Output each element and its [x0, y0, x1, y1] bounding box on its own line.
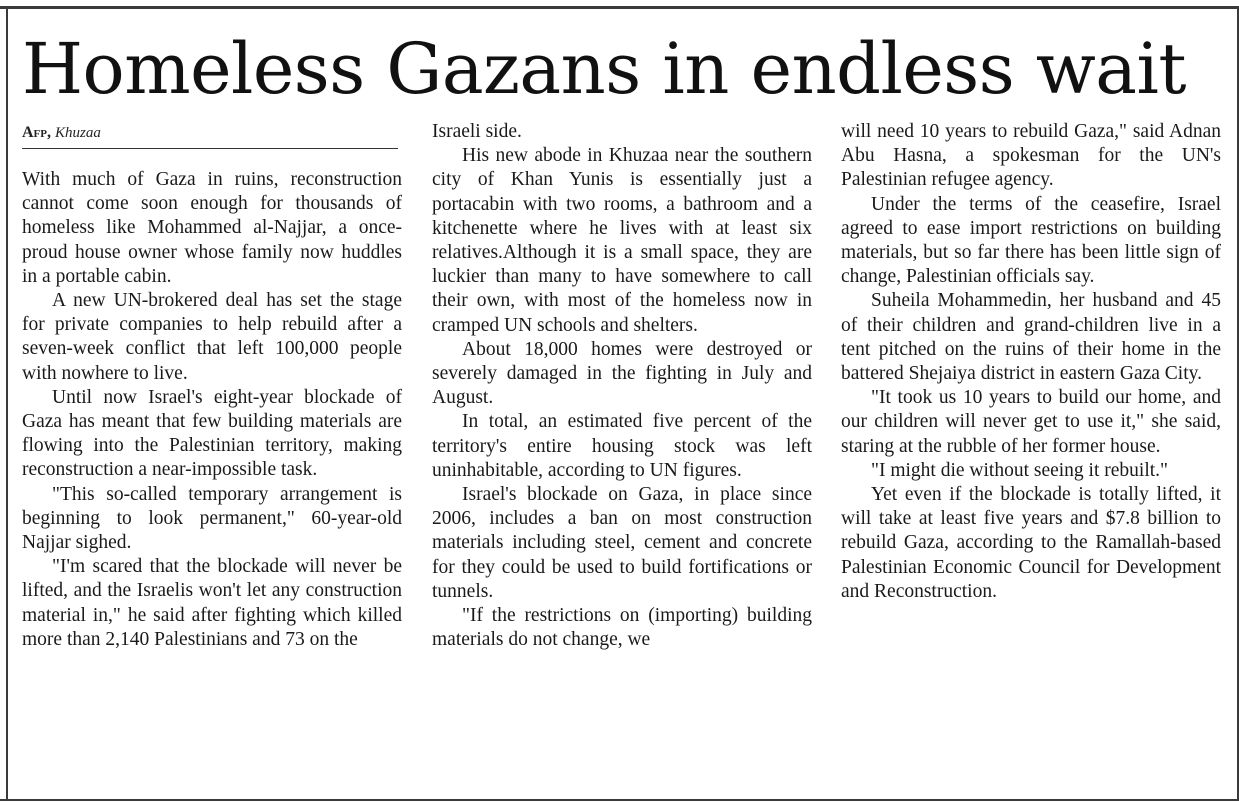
paragraph: Under the terms of the ceasefire, Israel agreed to ease import restrictions on building materials, but so far there has been little sign of change, Palestinian officials say.: [841, 193, 1221, 288]
paragraph: will need 10 years to rebuild Gaza," said Adnan Abu Hasna, a spokesman for the UN's Palestinian refugee agency.: [841, 121, 1221, 191]
paragraph: Yet even if the blockade is totally lifted, it will take at least five years and $7.8 billion to rebuild Gaza, according to the Ramallah-based Palestinian Economic Council for Development and Reconstruction.: [841, 484, 1221, 602]
paragraph: Suheila Mohammedin, her husband and 45 of their children and grand-children live in a tent pitched on the ruins of their home in the battered Shejaiya district in eastern Gaza City.: [841, 290, 1221, 385]
paragraph: Israeli side.: [432, 121, 522, 142]
paragraph: "I might die without seeing it rebuilt.": [871, 459, 1169, 481]
byline: [22, 124, 101, 142]
paragraph: Israel's blockade on Gaza, in place since 2006, includes a ban on most construction materials including steel, cement and concrete for they could be used to build fortifications or tunnels.: [432, 484, 812, 602]
left-border-rule: [6, 9, 8, 799]
bottom-border-rule: [0, 799, 1239, 801]
article-column-3: [841, 120, 1221, 604]
paragraph: Until now Israel's eight-year blockade of Gaza has meant that few building materials are flowing into the Palestinian territory, making reconstruction a near-impossible task.: [22, 386, 402, 481]
paragraph: "It took us 10 years to build our home, and our children will never get to use it," she said, staring at the rubble of her former house.: [841, 387, 1221, 457]
byline-divider: [22, 148, 398, 149]
article-column-1: [22, 168, 402, 652]
paragraph: In total, an estimated five percent of the territory's entire housing stock was left uninhabitable, according to UN figures.: [432, 411, 812, 481]
byline-agency: Afp,: [22, 124, 51, 141]
article-column-2: [432, 120, 812, 652]
byline-place: Khuzaa: [55, 125, 101, 141]
paragraph: "If the restrictions on (importing) building materials do not change, we: [432, 605, 812, 651]
paragraph: A new UN-brokered deal has set the stage for private companies to help rebuild after a seven-week conflict that left 100,000 people with nowhere to live.: [22, 290, 402, 384]
paragraph: "I'm scared that the blockade will never be lifted, and the Israelis won't let any construction material in," he said after fighting which killed more than 2,140 Palestinians and 73 on the: [22, 556, 402, 650]
article-headline: Homeless Gazans in endless wait: [22, 28, 1187, 110]
paragraph: "This so-called temporary arrangement is beginning to look permanent," 60-year-old Najjar sighed.: [22, 483, 402, 554]
paragraph: His new abode in Khuzaa near the southern city of Khan Yunis is essentially just a portacabin with two rooms, a bathroom and a kitchenette where he lives with at least six relatives.Although it is a small space, they are luckier than many to have somewhere to call their own, with most of the homeless now in cramped UN schools and shelters.: [432, 145, 812, 336]
paragraph: With much of Gaza in ruins, reconstruction cannot come soon enough for thousands of homeless like Mohammed al-Najjar, a once-proud house owner whose family now huddles in a portable cabin.: [22, 169, 402, 287]
top-border-rule: [0, 6, 1239, 9]
paragraph: About 18,000 homes were destroyed or severely damaged in the fighting in July and August.: [432, 338, 812, 409]
